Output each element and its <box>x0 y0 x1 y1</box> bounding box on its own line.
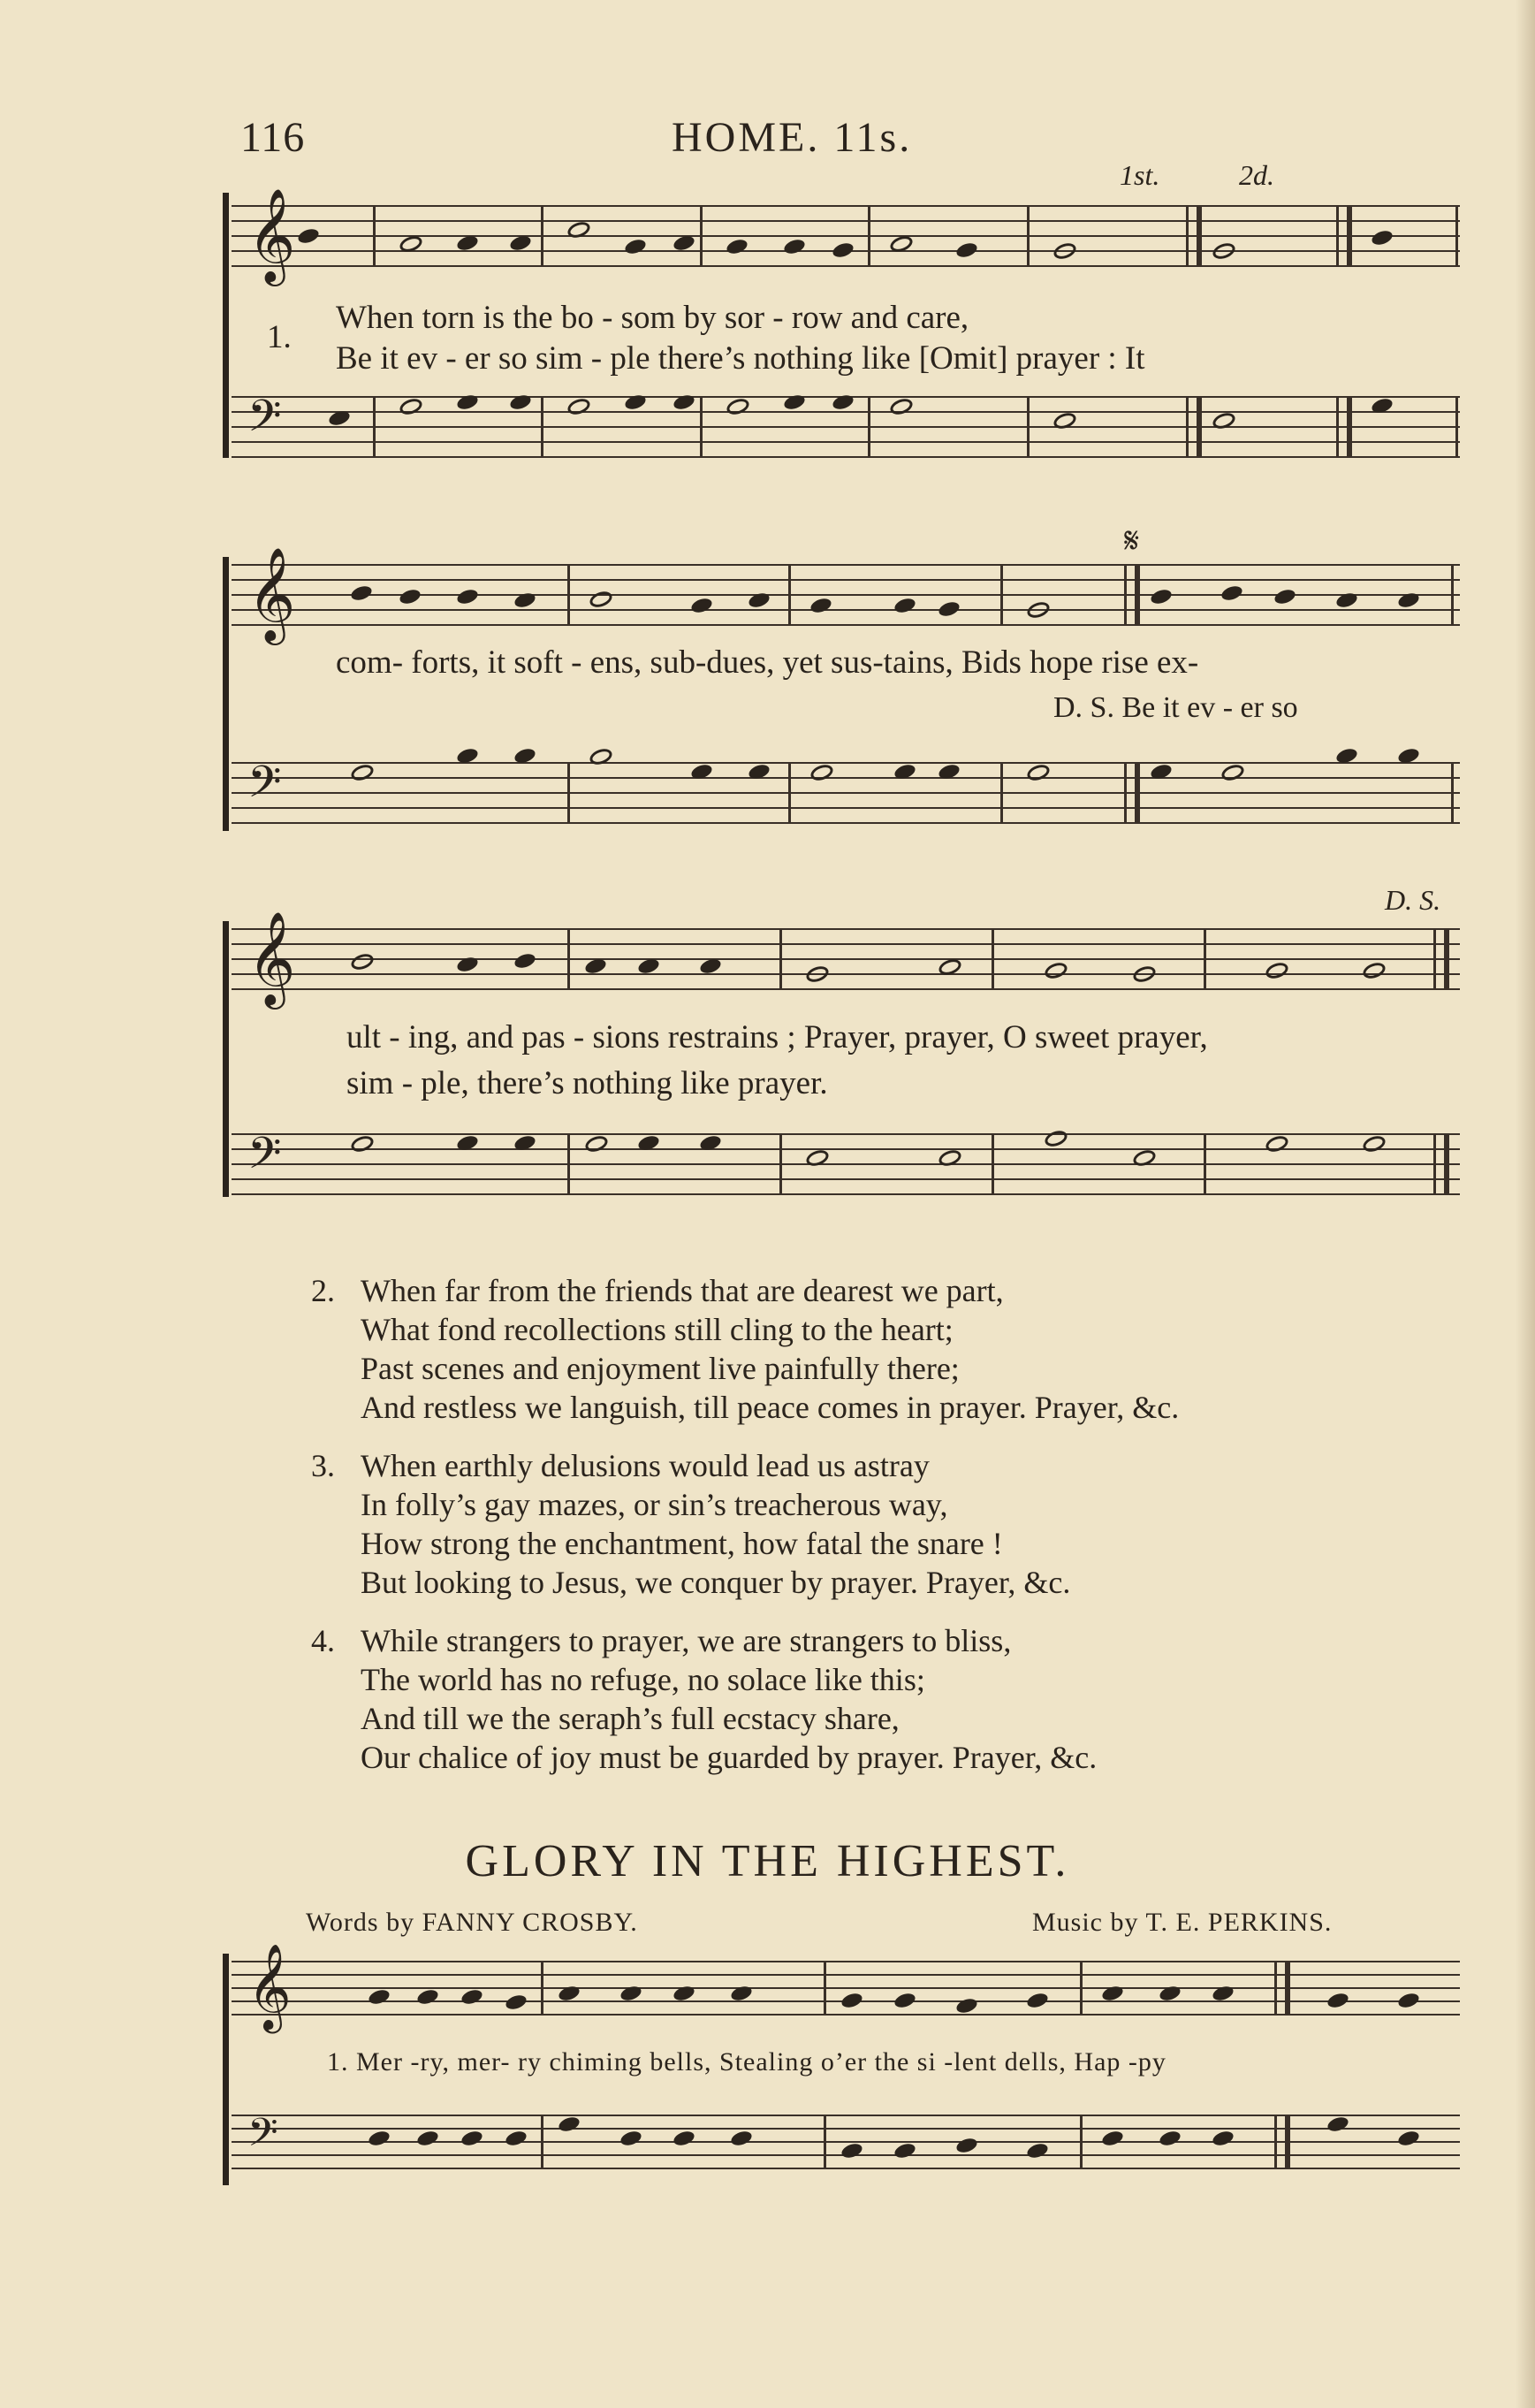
treble-staff <box>232 911 1460 1005</box>
verse-line: But looking to Jesus, we conquer by prayer. Prayer, &c. <box>361 1565 1071 1600</box>
bass-clef-icon: 𝄢 <box>247 757 282 819</box>
system-brace <box>223 557 229 831</box>
second-ending-label: 2d. <box>1239 159 1274 191</box>
verse-line: What fond recollections still cling to the heart; <box>361 1312 954 1347</box>
system-brace <box>223 193 229 458</box>
treble-staff <box>232 1943 1460 2030</box>
verse-line: When far from the friends that are dearest we part, <box>361 1273 1004 1308</box>
verse-line: In folly’s gay mazes, or sin’s treacherous way, <box>361 1487 948 1522</box>
treble-clef-icon: 𝄞 <box>247 187 296 282</box>
lyric-line: ult - ing, and pas - sions restrains ; Prayer, prayer, O sweet prayer, <box>346 1019 1208 1055</box>
page-number: 116 <box>240 114 306 161</box>
verse-number: 4. <box>311 1623 335 1658</box>
system-brace <box>223 921 229 1197</box>
lyric-line: com- forts, it soft - ens, sub-dues, yet sus-tains, Bids hope rise ex- <box>336 644 1199 681</box>
verse-4 <box>311 1621 1179 1777</box>
bass-staff <box>232 391 1460 460</box>
bass-clef-icon: 𝄢 <box>247 1128 282 1190</box>
lyric-line: D. S. Be it ev - er so <box>1053 691 1298 724</box>
verse-line: When earthly delusions would lead us astray <box>361 1448 930 1483</box>
segno-icon: 𝄋 <box>1124 521 1140 560</box>
verse-number: 2. <box>311 1273 335 1308</box>
verse-number: 1. <box>267 319 292 355</box>
system-brace <box>223 1954 229 2185</box>
lyric-line: sim - ple, there’s nothing like prayer. <box>346 1065 828 1101</box>
hymn-title: HOME. 11s. <box>672 114 913 161</box>
treble-clef-icon: 𝄞 <box>247 911 296 1005</box>
verse-line: Past scenes and enjoyment live painfully there; <box>361 1351 960 1386</box>
verse-line: Our chalice of joy must be guarded by prayer. Prayer, &c. <box>361 1740 1098 1775</box>
lyric-line: Be it ev - er so sim - ple there’s nothing like [Omit] prayer : It <box>336 340 1145 377</box>
bass-staff <box>232 2109 1460 2178</box>
verse-line: While strangers to prayer, we are strangers to bliss, <box>361 1623 1012 1658</box>
ds-mark: D. S. <box>1385 884 1441 916</box>
verse-line: How strong the enchantment, how fatal the snare ! <box>361 1526 1003 1561</box>
treble-staff <box>232 187 1460 282</box>
lyric-line: When torn is the bo - som by sor - row and care, <box>336 300 969 336</box>
verse-line: And till we the seraph’s full ecstacy share, <box>361 1701 900 1736</box>
music-credit: Music by T. E. PERKINS. <box>1032 1908 1333 1937</box>
verse-3 <box>311 1446 1179 1602</box>
verse-line: The world has no refuge, no solace like this; <box>361 1662 925 1697</box>
treble-clef-icon: 𝄞 <box>247 546 296 641</box>
words-credit: Words by FANNY CROSBY. <box>306 1908 638 1937</box>
verse-line: And restless we languish, till peace comes in prayer. Prayer, &c. <box>361 1390 1180 1425</box>
treble-clef-icon: 𝄞 <box>247 1943 292 2030</box>
first-ending-label: 1st. <box>1120 159 1160 191</box>
lyric-line: 1. Mer -ry, mer- ry chiming bells, Stealing o’er the si -lent dells, Hap -py <box>327 2047 1166 2077</box>
bass-clef-icon: 𝄢 <box>247 2109 278 2165</box>
bass-staff <box>232 1128 1460 1197</box>
treble-staff <box>232 546 1460 641</box>
bass-staff <box>232 757 1460 826</box>
verse-2 <box>311 1271 1179 1427</box>
verses <box>311 1271 1179 1796</box>
verse-number: 3. <box>311 1448 335 1483</box>
page-edge <box>1516 0 1535 2408</box>
song-title: GLORY IN THE HIGHEST. <box>465 1836 1070 1886</box>
bass-clef-icon: 𝄢 <box>247 391 282 453</box>
